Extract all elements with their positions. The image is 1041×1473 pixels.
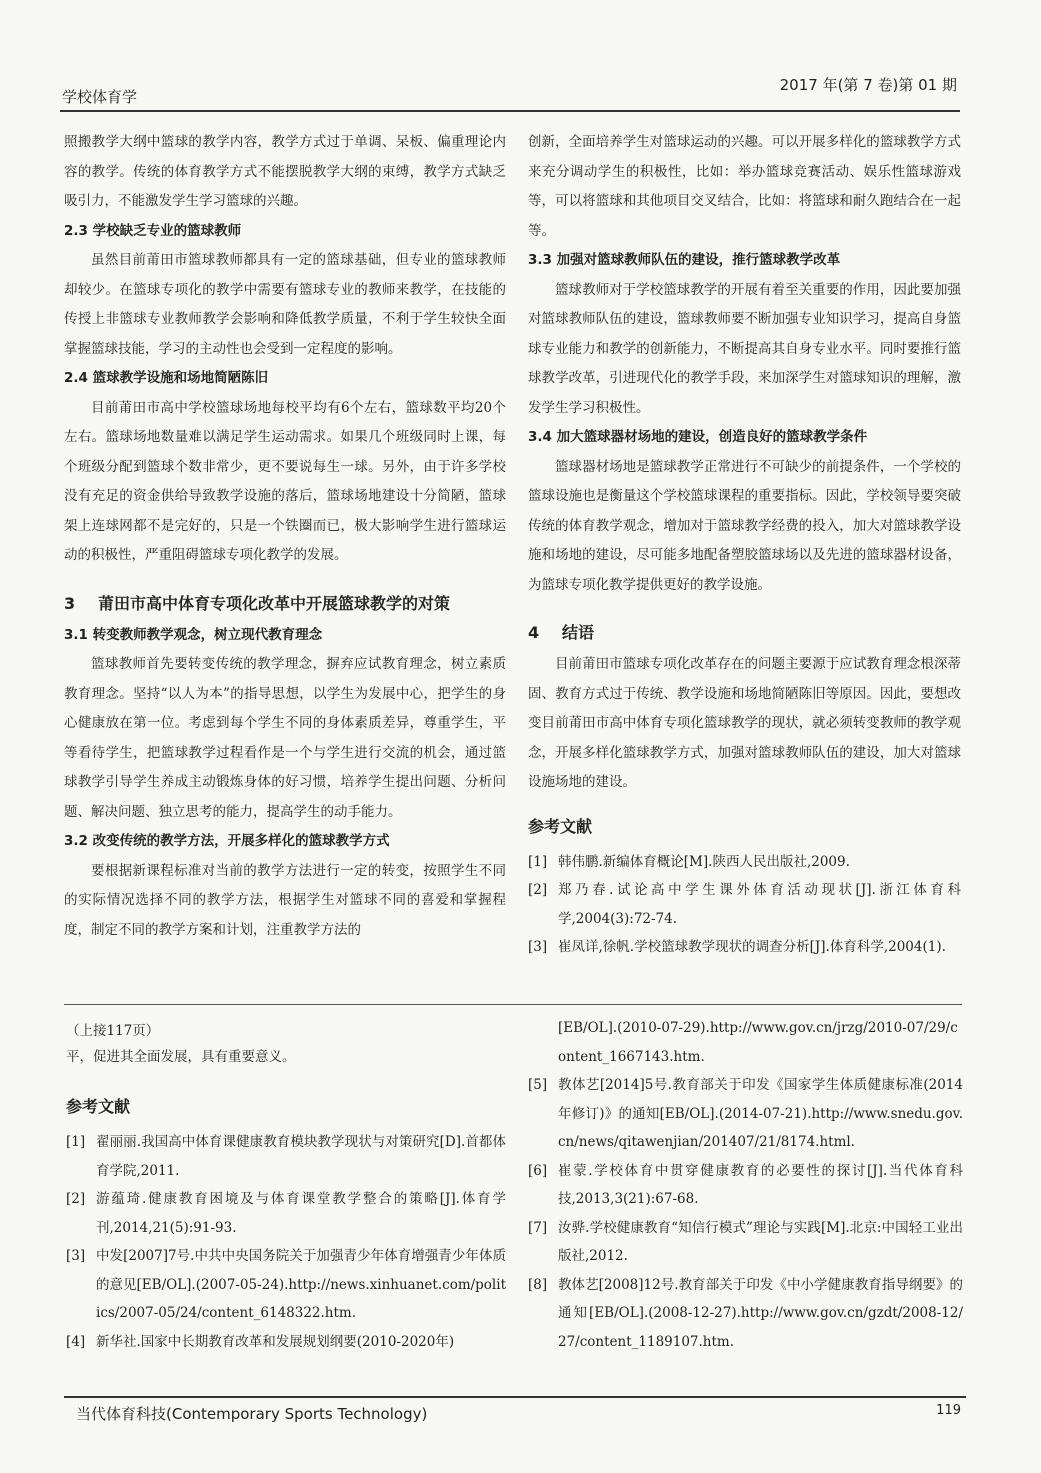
reference-item [66,1242,506,1328]
reference-number: [5] [528,1077,548,1093]
section-4-number: 4 [528,623,540,642]
footer-journal-name: 当代体育科技(Contemporary Sports Technology) [76,1405,428,1423]
section-3-4-title: 3.4 加大篮球器材场地的建设，创造良好的篮球教学条件 [528,429,868,445]
reference-item [528,1071,963,1157]
continued-from-label: （上接117页） [66,1023,160,1039]
reference-text: 崔蒙.学校体育中贯穿健康教育的必要性的探讨[J].当代体育科技,2013,3(21):67-68. [558,1162,963,1207]
upper-left-column [64,128,506,945]
section-4-text: 目前莆田市篮球专项化改革存在的问题主要源于应试教育理念根深蒂固、教育方式过于传统、教学设施和场地简陋陈旧等原因。因此，要想改变目前莆田市高中体育专项化篮球教学的现状，就必须转变教师的教学观念，开展多样化篮球教学方式，加强对篮球教师队伍的建设，加大对篮球设施场地的建设。 [528,656,961,790]
section-3-number: 3 [64,593,76,613]
section-3-3-title: 3.3 加强对篮球教师队伍的建设，推行篮球教学改革 [528,252,841,268]
running-head-section: 学校体育学 [62,88,138,106]
section-3-1-title: 3.1 转变教师教学观念，树立现代教育理念 [64,626,323,643]
reference-number: [2] [66,1191,86,1207]
footer-rule [64,1396,966,1398]
reference-number: [8] [528,1276,548,1293]
paragraph-intro: 照搬教学大纲中篮球的教学内容，教学方式过于单调、呆板、偏重理论内容的教学。传统的体育教学方式不能摆脱教学大纲的束缚，教学方式缺乏吸引力，不能激发学生学习篮球的兴趣。 [64,134,506,209]
running-head-issue: 2017 年(第 7 卷)第 01 期 [779,76,957,94]
reference-text: 韩伟鹏.新编体育概论[M].陕西人民出版社,2009. [558,853,850,870]
reference-item [528,1214,963,1271]
section-2-4-text: 目前莆田市高中学校篮球场地每校平均有6个左右，篮球数平均20个左右。篮球场地数量难以满足学生运动需求。如果几个班级同时上课，每个班级分配到篮球个数非常少，更不要说每生一球。另外，由于许多学校没有充足的资金供给导致教学设施的落后，篮球场地建设十分简陋，篮球架上连球网都不是完好的，只是一个铁圈而已，极大影响学生进行篮球运动的积极性，严重阻碍篮球专项化教学的发展。 [64,399,506,563]
section-2-3-title: 2.3 学校缺乏专业的篮球教师 [64,222,242,239]
reference-number: [4] [66,1333,86,1350]
reference-text: [EB/OL].(2010-07-29).http://www.gov.cn/jrzg/2010-07/29/content_1667143.htm. [558,1020,958,1065]
reference-number: [2] [528,882,548,898]
section-3-heading [64,589,506,619]
page-number: 119 [936,1403,961,1418]
section-3-4-text: 篮球器材场地是篮球教学正常进行不可缺少的前提条件，一个学校的篮球设施也是衡量这个学校篮球课程的重要指标。因此，学校领导要突破传统的体育教学观念，增加对于篮球教学经费的投入，加大对篮球教学设施和场地的建设，尽可能多地配备塑胶篮球场以及先进的篮球器材设备，为篮球专项化教学提供更好的教学设施。 [528,458,961,593]
lower-left-column [66,1018,506,1356]
reference-number: [1] [528,853,548,870]
section-3-title: 莆田市高中体育专项化改革中开展篮球教学的对策 [98,593,451,613]
reference-item [66,1185,506,1242]
article-separator-rule [64,1004,962,1005]
reference-number: [3] [66,1248,86,1264]
reference-item [528,1271,963,1357]
reference-item [528,848,961,877]
reference-text: 崔凤详,徐帆.学校篮球教学现状的调查分析[J].体育科学,2004(1). [558,939,946,955]
references-heading: 参考文献 [66,1097,131,1116]
reference-item [66,1328,506,1357]
references-heading: 参考文献 [528,816,593,836]
reference-text: 游蕴琦.健康教育困境及与体育课堂教学整合的策略[J].体育学刊,2014,21(5):91-93. [96,1191,506,1236]
section-4-title: 结语 [562,623,595,642]
reference-text: 翟丽丽.我国高中体育课健康教育模块教学现状与对策研究[D].首都体育学院,2011. [96,1134,506,1179]
reference-indent [528,1014,558,1071]
reference-item [528,933,961,962]
reference-number: [1] [66,1134,86,1150]
section-3-2-title: 3.2 改变传统的教学方法，开展多样化的篮球教学方式 [64,833,390,849]
lower-right-column [528,1014,963,1356]
reference-text: 教体艺[2008]12号.教育部关于印发《中小学健康教育指导纲要》的通知[EB/OL].(2008-12-27).http://www.gov.cn/gzdt/2008-12/27/content_1189107.htm. [558,1276,963,1350]
reference-text: 郑乃春.试论高中学生课外体育活动现状[J].浙江体育科学,2004(3):72-74. [558,882,961,927]
reference-item [66,1128,506,1185]
header-rule [60,110,960,112]
continued-text: 平，促进其全面发展，具有重要意义。 [66,1049,296,1065]
reference-item [528,876,961,933]
section-3-2-text: 要根据新课程标准对当前的教学方法进行一定的转变，按照学生不同的实际情况选择不同的教学方法，根据学生对篮球不同的喜爱和掌握程度，制定不同的教学方案和计划，注重教学方法的 [64,862,506,938]
upper-right-column [528,128,961,962]
section-2-4-title: 2.4 篮球教学设施和场地简陋陈旧 [64,370,269,386]
reference-number: [6] [528,1162,548,1179]
reference-text: 汝骅.学校健康教育“知信行模式”理论与实践[M].北京:中国轻工业出版社,2012. [558,1219,963,1264]
paragraph-continued: 创新，全面培养学生对篮球运动的兴趣。可以开展多样化的篮球教学方式来充分调动学生的积极性，比如：举办篮球竞赛活动、娱乐性篮球游戏等，可以将篮球和其他项目交叉结合，比如：将篮球和耐久跑结合在一起等。 [528,134,961,239]
reference-number: [7] [528,1219,548,1236]
section-4-heading [528,618,961,648]
reference-number: [3] [528,939,548,955]
section-3-3-text: 篮球教师对于学校篮球教学的开展有着至关重要的作用，因此要加强对篮球教师队伍的建设，篮球教师要不断加强专业知识学习，提高自身篮球专业能力和教学的创新能力，不断提高其自身专业水平。同时要推行篮球教学改革，引进现代化的教学手段，来加深学生对篮球知识的理解，激发学生学习积极性。 [528,281,961,416]
reference-text: 中发[2007]7号.中共中央国务院关于加强青少年体育增强青少年体质的意见[EB/OL].(2007-05-24).http://news.xinhuanet.com/politics/2007-05/24/content_6148322.htm. [96,1248,506,1321]
section-2-3-text: 虽然目前莆田市篮球教师都具有一定的篮球基础，但专业的篮球教师却较少。在篮球专项化的教学中需要有篮球专业的教师来教学，在技能的传授上非篮球专业教师教学会影响和降低教学质量，不利于学生较快全面掌握篮球技能，学习的主动性也会受到一定程度的影响。 [64,252,506,357]
reference-text: 新华社.国家中长期教育改革和发展规划纲要(2010-2020年) [96,1333,455,1350]
section-3-1-text: 篮球教师首先要转变传统的教学理念，摒弃应试教育理念，树立素质教育理念。坚持“以人为本”的指导思想，以学生为发展中心，把学生的身心健康放在第一位。考虑到每个学生不同的身体素质差异，尊重学生，平等看待学生，把篮球教学过程看作是一个与学生进行交流的机会，通过篮球教学引导学生养成主动锻炼身体的好习惯，培养学生提出问题、分析问题、解决问题、独立思考的能力，提高学生的动手能力。 [64,656,506,820]
reference-item [528,1157,963,1214]
reference-item-continued [528,1014,963,1071]
reference-text: 教体艺[2014]5号.教育部关于印发《国家学生体质健康标准(2014年修订)》的通知[EB/OL].(2014-07-21).http://www.snedu.gov.cn/news/qitawenjian/201407/21/8174.html. [558,1077,963,1150]
